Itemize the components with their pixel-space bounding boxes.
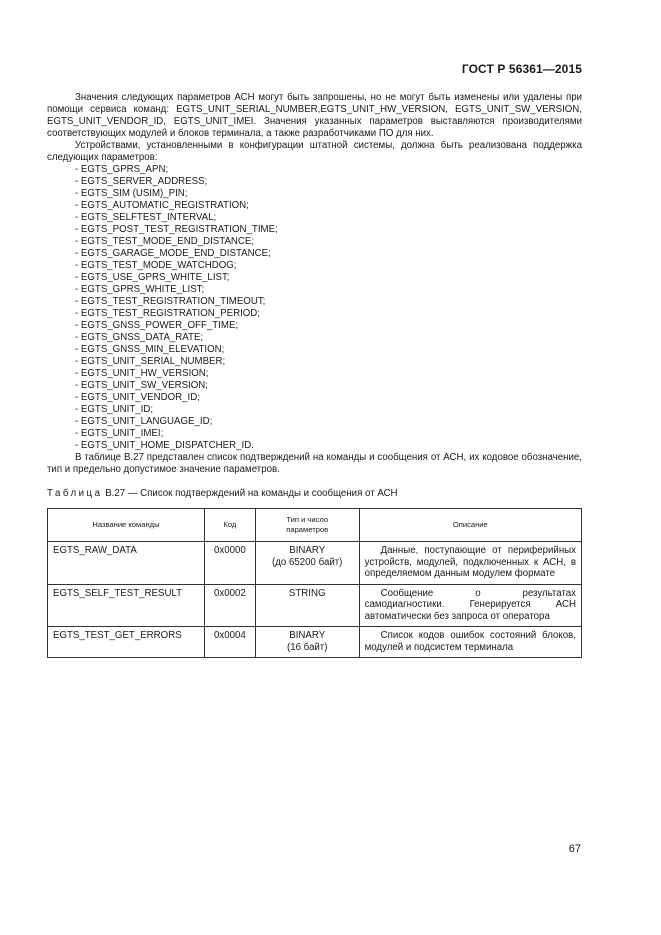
cell-code: 0x0000 [204,542,255,585]
parameter-item: - EGTS_GNSS_MIN_ELEVATION; [75,344,225,355]
cell-type-line-2: (16 байт) [286,641,328,653]
parameter-item: - EGTS_USE_GPRS_WHITE_LIST; [75,272,230,283]
parameter-item: - EGTS_UNIT_HW_VERSION; [75,368,209,379]
cell-code: 0x0002 [204,584,255,627]
parameter-item: - EGTS_TEST_MODE_END_DISTANCE; [75,236,255,247]
parameter-item: - EGTS_AUTOMATIC_REGISTRATION; [75,200,249,211]
intro-paragraph-2: Устройствами, установленными в конфигурации штатной системы, должна быть реализована поддержка следующих параметров: [47,140,582,163]
page-number: 67 [568,843,581,855]
table-row [48,584,582,627]
header-type-line-2: параметров [286,525,329,534]
table-caption [47,488,398,500]
parameter-item: - EGTS_GPRS_APN; [75,164,169,175]
body-text [47,92,582,476]
parameter-item: - EGTS_TEST_MODE_WATCHDOG; [75,260,237,271]
cell-command-name: EGTS_TEST_GET_ERRORS [48,627,205,658]
parameter-item: - EGTS_UNIT_LANGUAGE_ID; [75,416,213,427]
cell-description: Список кодов ошибок состояний блоков, модулей и подсистем терминала [359,627,581,658]
parameter-item: - EGTS_GARAGE_MODE_END_DISTANCE; [75,248,271,259]
cell-type-line-2: (до 65200 байт) [272,556,343,568]
parameter-item: - EGTS_GPRS_WHITE_LIST; [75,284,205,295]
parameter-item: - EGTS_TEST_REGISTRATION_PERIOD; [75,308,260,319]
table-header-row [48,509,582,542]
table-caption-label: Таблица [47,488,103,499]
table-row [48,542,582,585]
parameter-item: - EGTS_UNIT_IMEI; [75,428,164,439]
cell-code: 0x0004 [204,627,255,658]
parameter-item: - EGTS_GNSS_DATA_RATE; [75,332,204,343]
acknowledgement-table [47,508,582,658]
document-standard-header: ГОСТ Р 56361—2015 [461,62,582,76]
cell-type-line-1: BINARY [289,545,326,556]
header-type [255,509,359,542]
cell-type-line-1: STRING [288,587,326,599]
parameter-item: - EGTS_UNIT_SERIAL_NUMBER; [75,356,226,367]
header-type-line-1: Тип и число [286,515,329,524]
parameter-item: - EGTS_POST_TEST_REGISTRATION_TIME; [75,224,278,235]
table-caption-text: В.27 — Список подтверждений на команды и сообщения от АСН [105,488,398,499]
parameter-item: - EGTS_UNIT_VENDOR_ID; [75,392,200,403]
parameter-item: - EGTS_SERVER_ADDRESS; [75,176,208,187]
parameter-item: - EGTS_UNIT_HOME_DISPATCHER_ID. [75,440,254,451]
cell-type [255,627,359,658]
table-row [48,627,582,658]
parameter-item: - EGTS_UNIT_ID; [75,404,154,415]
parameter-item: - EGTS_GNSS_POWER_OFF_TIME; [75,320,239,331]
header-command-name: Название команды [48,509,205,542]
header-code: Код [204,509,255,542]
intro-paragraph-1: Значения следующих параметров АСН могут быть запрошены, но не могут быть изменены или удалены при помощи сервиса команд: EGTS_UNIT_SERIAL_NUMBER,EGTS_UNIT_HW_VERSION, EGTS_UNIT_SW_VERSION, EGTS_UNIT_VENDOR_ID, EGTS_UNIT_IMEI. Значения указанных параметров выставляются производителями соответствующих модулей и блоков терминала, а также разработчиками ПО для них. [47,92,582,139]
parameter-item: - EGTS_UNIT_SW_VERSION; [75,380,208,391]
parameter-item: - EGTS_SELFTEST_INTERVAL; [75,212,217,223]
cell-type [255,584,359,627]
cell-command-name: EGTS_RAW_DATA [48,542,205,585]
cell-description: Данные, поступающие от периферийных устройств, модулей, подключенных к АСН, в определяемом данным модулем формате [359,542,581,585]
parameter-list [47,164,582,452]
cell-type [255,542,359,585]
cell-description: Сообщение о результатах самодиагностики. Генерируется АСН автоматически без запроса от оператора [359,584,581,627]
header-description: Описание [359,509,581,542]
parameter-item: - EGTS_SIM (USIM)_PIN; [75,188,188,199]
outro-paragraph: В таблице В.27 представлен список подтверждений на команды и сообщения от АСН, их кодовое обозначение, тип и предельно допустимое значение параметров. [47,452,582,475]
cell-command-name: EGTS_SELF_TEST_RESULT [48,584,205,627]
cell-type-line-1: BINARY [289,630,326,641]
parameter-item: - EGTS_TEST_REGISTRATION_TIMEOUT; [75,296,266,307]
